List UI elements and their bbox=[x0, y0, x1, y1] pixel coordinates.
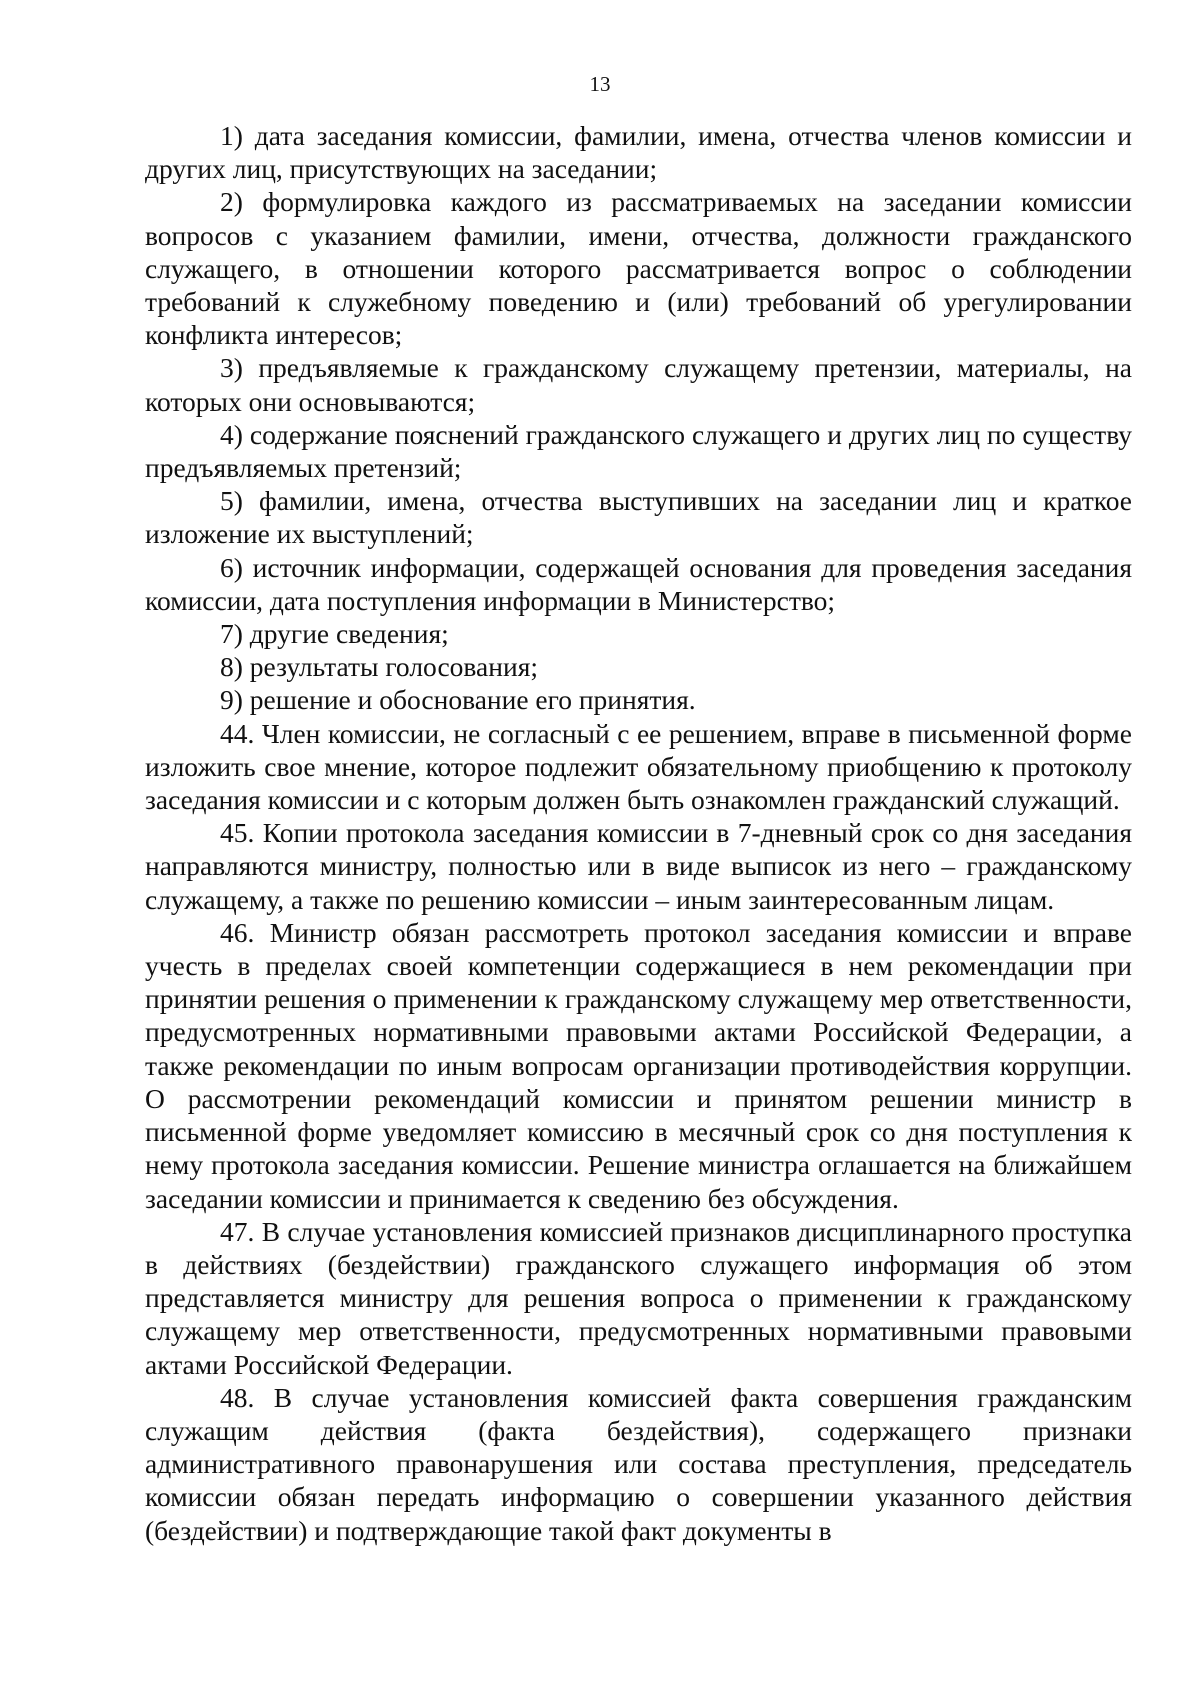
clause-44: 44. Член комиссии, не согласный с ее решением, вправе в письменной форме изложить свое мнение, которое подлежит обязательному приобщению к протоколу заседания комиссии и с которым должен быть ознакомлен гражданский служащий. bbox=[145, 717, 1132, 816]
list-item-7: 7) другие сведения; bbox=[220, 618, 449, 650]
clause-48: 48. В случае установления комиссией факта совершения гражданским служащим действия (факта бездействия), содержащего признаки административного правонарушения или состава преступления, председатель комиссии обязан передать информацию о совершении указанного действия (бездействии) и подтверждающие такой факт документы в bbox=[145, 1381, 1132, 1546]
list-item-1: 1) дата заседания комиссии, фамилии, имена, отчества членов комиссии и других лиц, присутствующих на заседании; bbox=[145, 120, 1132, 185]
list-item-2: 2) формулировка каждого из рассматриваемых на заседании комиссии вопросов с указанием фамилии, имени, отчества, должности гражданского служащего, в отношении которого рассматривается вопрос о соблюдении требований к служебному поведению и (или) требований об урегулировании конфликта интересов; bbox=[145, 186, 1132, 351]
list-item-9: 9) решение и обоснование его принятия. bbox=[220, 684, 696, 716]
clause-46: 46. Министр обязан рассмотреть протокол заседания комиссии и вправе учесть в пределах своей компетенции содержащиеся в нем рекомендации при принятии решения о применении к гражданскому служащему мер ответственности, предусмотренных нормативными правовыми актами Российской Федерации, а также рекомендации по иным вопросам организации противодействия коррупции. О рассмотрении рекомендаций комиссии и принятом решении министр в письменной форме уведомляет комиссию в месячный срок со дня поступления к нему протокола заседания комиссии. Решение министра оглашается на ближайшем заседании комиссии и принимается к сведению без обсуждения. bbox=[145, 916, 1132, 1214]
page-number: 13 bbox=[589, 72, 611, 96]
document-body bbox=[145, 119, 1132, 1547]
list-item-4: 4) содержание пояснений гражданского служащего и других лиц по существу предъявляемых претензий; bbox=[145, 418, 1132, 484]
list-item-6: 6) источник информации, содержащей основания для проведения заседания комиссии, дата поступления информации в Министерство; bbox=[145, 551, 1132, 616]
clause-47: 47. В случае установления комиссией признаков дисциплинарного проступка в действиях (бездействии) гражданского служащего информация об этом представляется министру для решения вопроса о применении к гражданскому служащему мер ответственности, предусмотренных нормативными правовыми актами Российской Федерации. bbox=[145, 1215, 1132, 1380]
list-item-3: 3) предъявляемые к гражданскому служащему претензии, материалы, на которых они основываются; bbox=[145, 352, 1132, 417]
list-item-8: 8) результаты голосования; bbox=[220, 651, 538, 683]
list-item-5: 5) фамилии, имена, отчества выступивших на заседании лиц и краткое изложение их выступлений; bbox=[145, 485, 1132, 550]
clause-45: 45. Копии протокола заседания комиссии в 7-дневный срок со дня заседания направляются министру, полностью или в виде выписок из него – гражданскому служащему, а также по решению комиссии – иным заинтересованным лицам. bbox=[145, 817, 1132, 915]
